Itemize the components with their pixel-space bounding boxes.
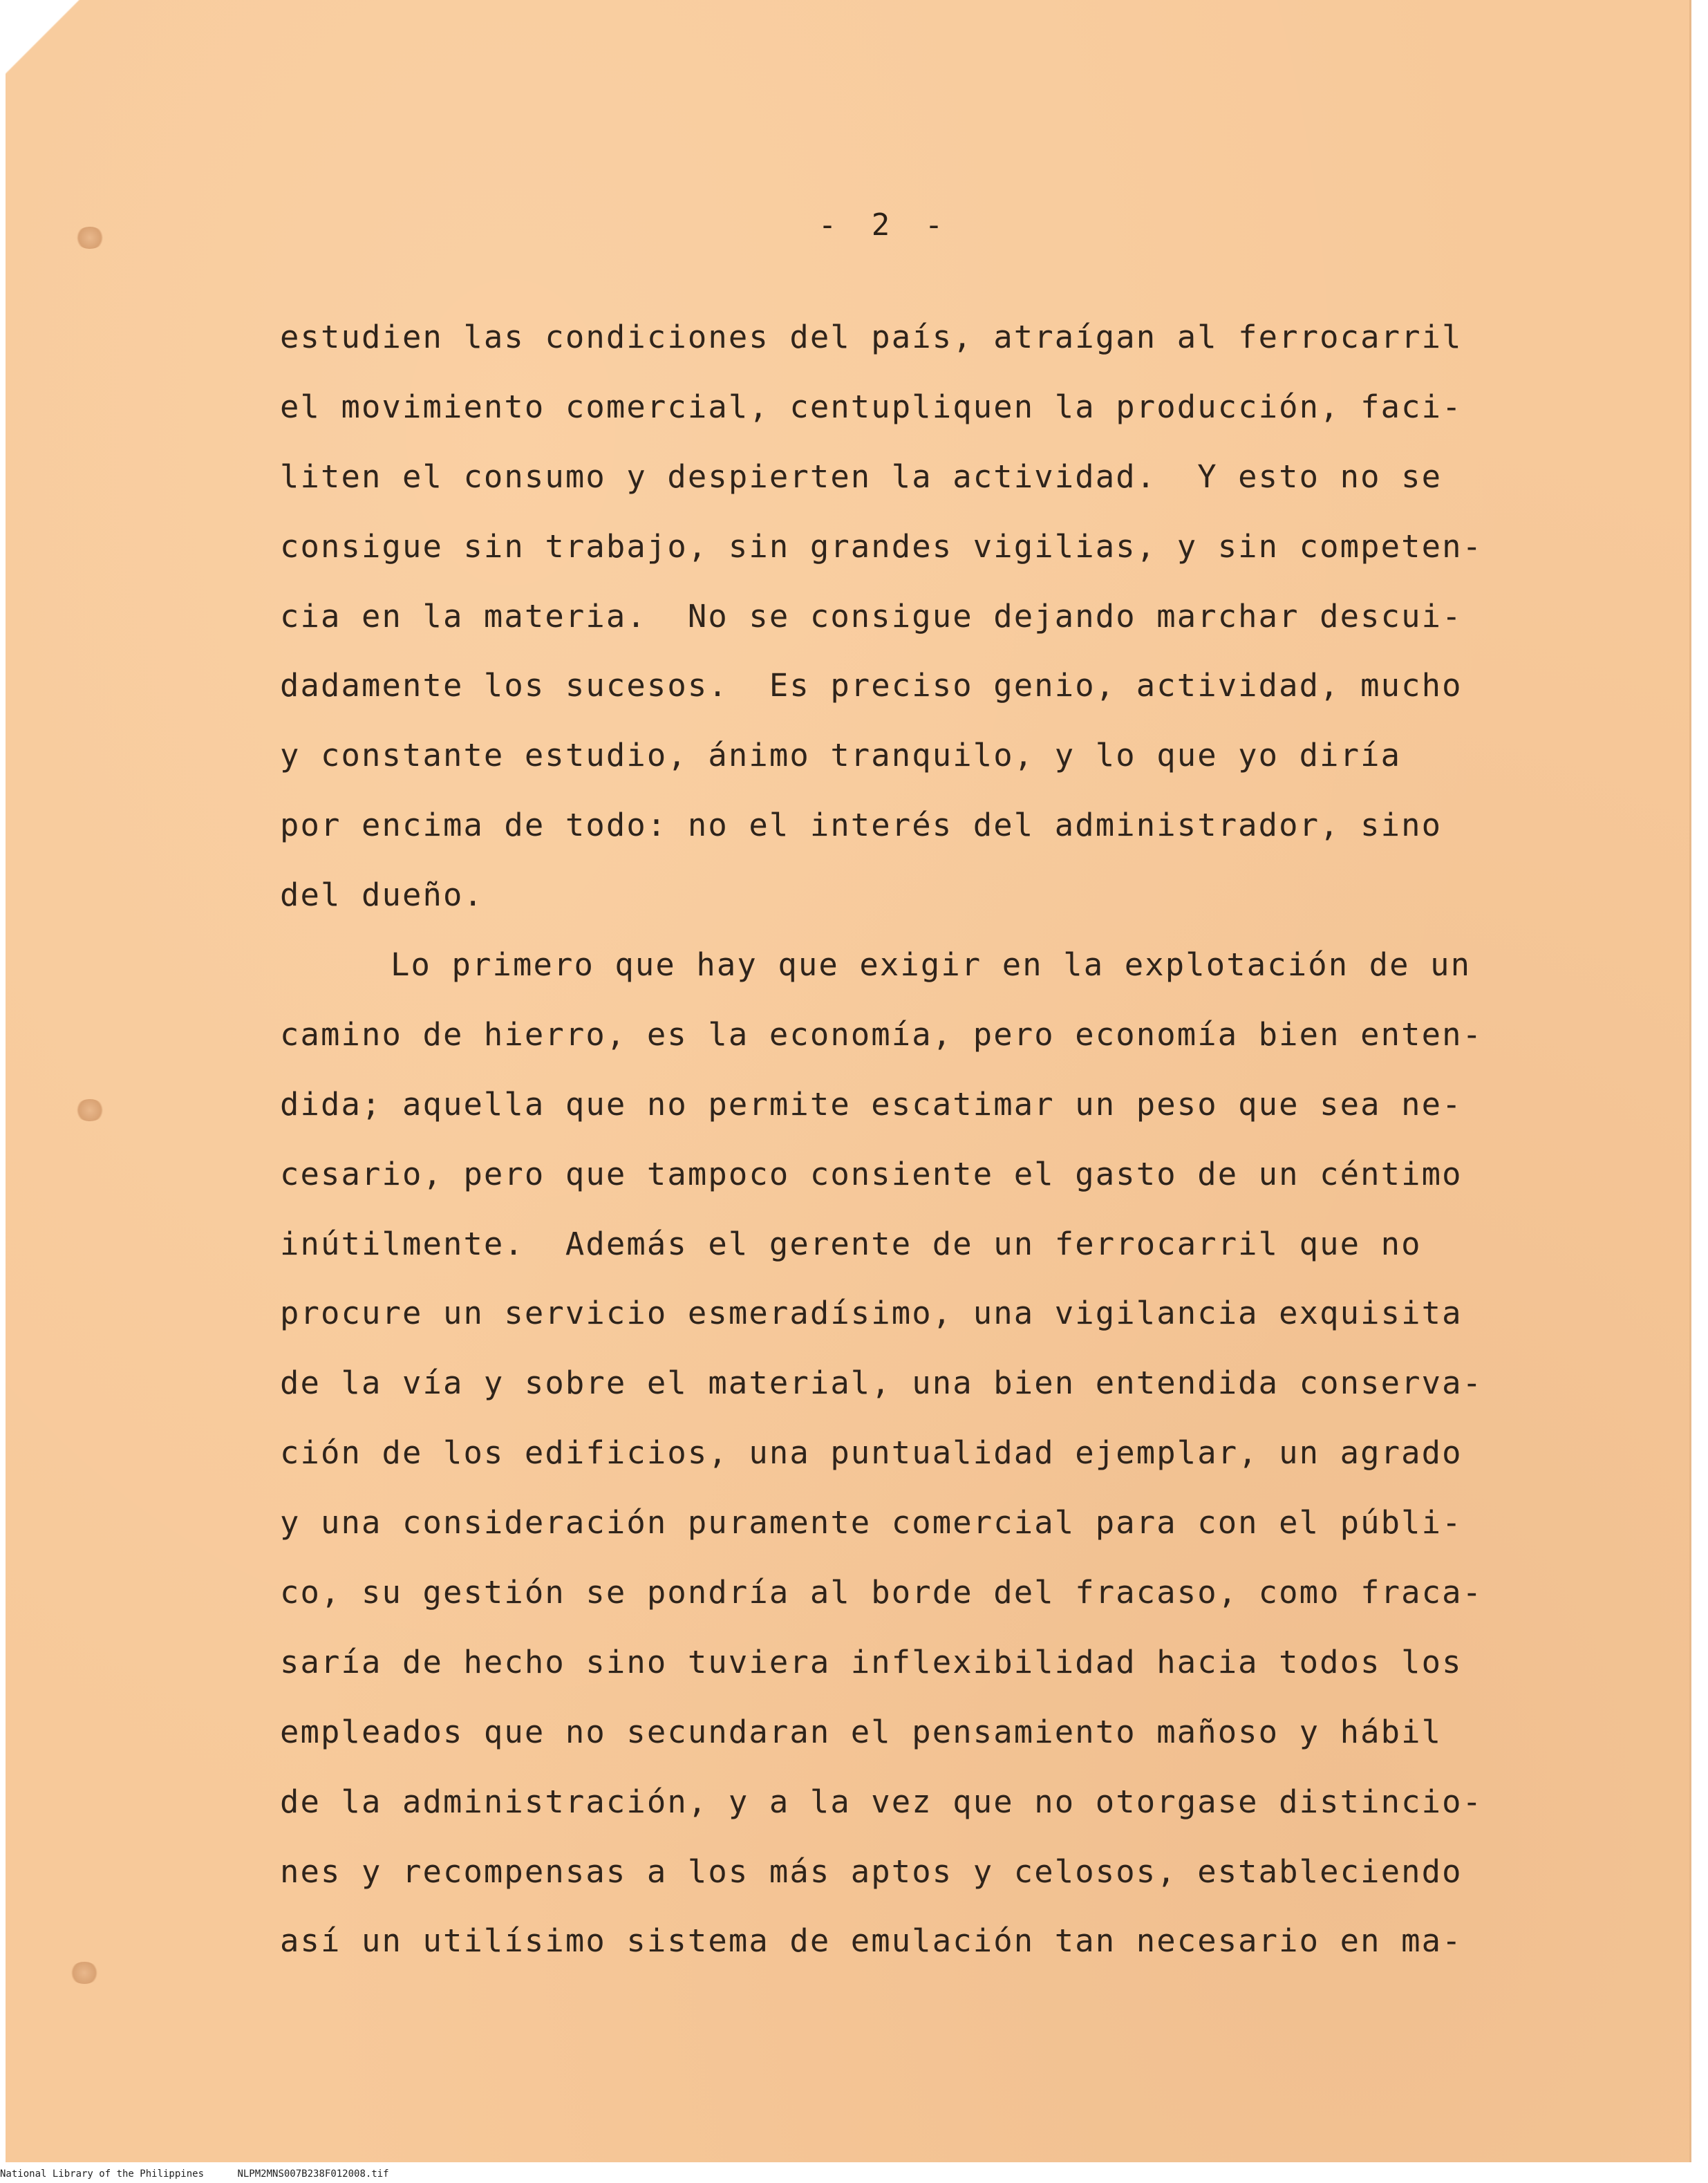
- text-line: consigue sin trabajo, sin grandes vigilias, y sin competen-: [280, 527, 1483, 565]
- text-line: empleados que no secundaran el pensamiento mañoso y hábil: [280, 1713, 1443, 1750]
- text-line: camino de hierro, es la economía, pero economía bien enten-: [280, 1015, 1483, 1053]
- text-line: de la administración, y a la vez que no otorgase distincio-: [280, 1783, 1483, 1820]
- scan-footer: [0, 2165, 1708, 2183]
- punch-hole-middle: [75, 1099, 105, 1121]
- footer-filename: NLPM2MNS007B238F012008.tif: [237, 2168, 389, 2180]
- footer-library: National Library of the Philippines: [0, 2168, 205, 2180]
- text-line: nes y recompensas a los más aptos y celosos, estableciendo: [280, 1853, 1463, 1890]
- text-line: por encima de todo: no el interés del administrador, sino: [280, 807, 1443, 844]
- text-line: procure un servicio esmeradísimo, una vigilancia exquisita: [280, 1295, 1463, 1332]
- text-line: co, su gestión se pondría al borde del fracaso, como fraca-: [280, 1574, 1483, 1611]
- text-line: saría de hecho sino tuviera inflexibilidad hacia todos los: [280, 1643, 1463, 1680]
- typed-text-body: [280, 303, 1524, 1976]
- page-number: - 2 -: [818, 207, 952, 243]
- text-line: de la vía y sobre el material, una bien entendida conserva-: [280, 1365, 1483, 1402]
- torn-corner: [6, 0, 95, 118]
- punch-hole-top: [75, 227, 105, 249]
- text-line: así un utilísimo sistema de emulación tan necesario en ma-: [280, 1922, 1463, 1960]
- text-line: el movimiento comercial, centupliquen la producción, faci-: [280, 388, 1463, 425]
- text-line: cia en la materia. No se consigue dejando marchar descui-: [280, 597, 1463, 635]
- paragraph-2: [280, 930, 1524, 1976]
- text-line: cesario, pero que tampoco consiente el gasto de un céntimo: [280, 1155, 1463, 1192]
- text-line: estudien las condiciones del país, atraígan al ferrocarril: [280, 319, 1463, 355]
- text-line: inútilmente. Además el gerente de un ferrocarril que no: [280, 1225, 1422, 1262]
- text-line: y una consideración puramente comercial para con el públi-: [280, 1504, 1463, 1542]
- text-line: del dueño.: [280, 877, 484, 914]
- text-line: ción de los edificios, una puntualidad ejemplar, un agrado: [280, 1434, 1463, 1472]
- text-line: dida; aquella que no permite escatimar un peso que sea ne-: [280, 1085, 1463, 1123]
- text-line: y constante estudio, ánimo tranquilo, y lo que yo diría: [280, 737, 1402, 774]
- text-line: dadamente los sucesos. Es preciso genio, actividad, mucho: [280, 667, 1463, 704]
- text-line: Lo primero que hay que exigir en la explotación de un: [391, 946, 1472, 984]
- paragraph-1: [280, 303, 1524, 930]
- punch-hole-bottom: [69, 1962, 100, 1984]
- text-line: liten el consumo y despierten la actividad. Y esto no se: [280, 458, 1443, 495]
